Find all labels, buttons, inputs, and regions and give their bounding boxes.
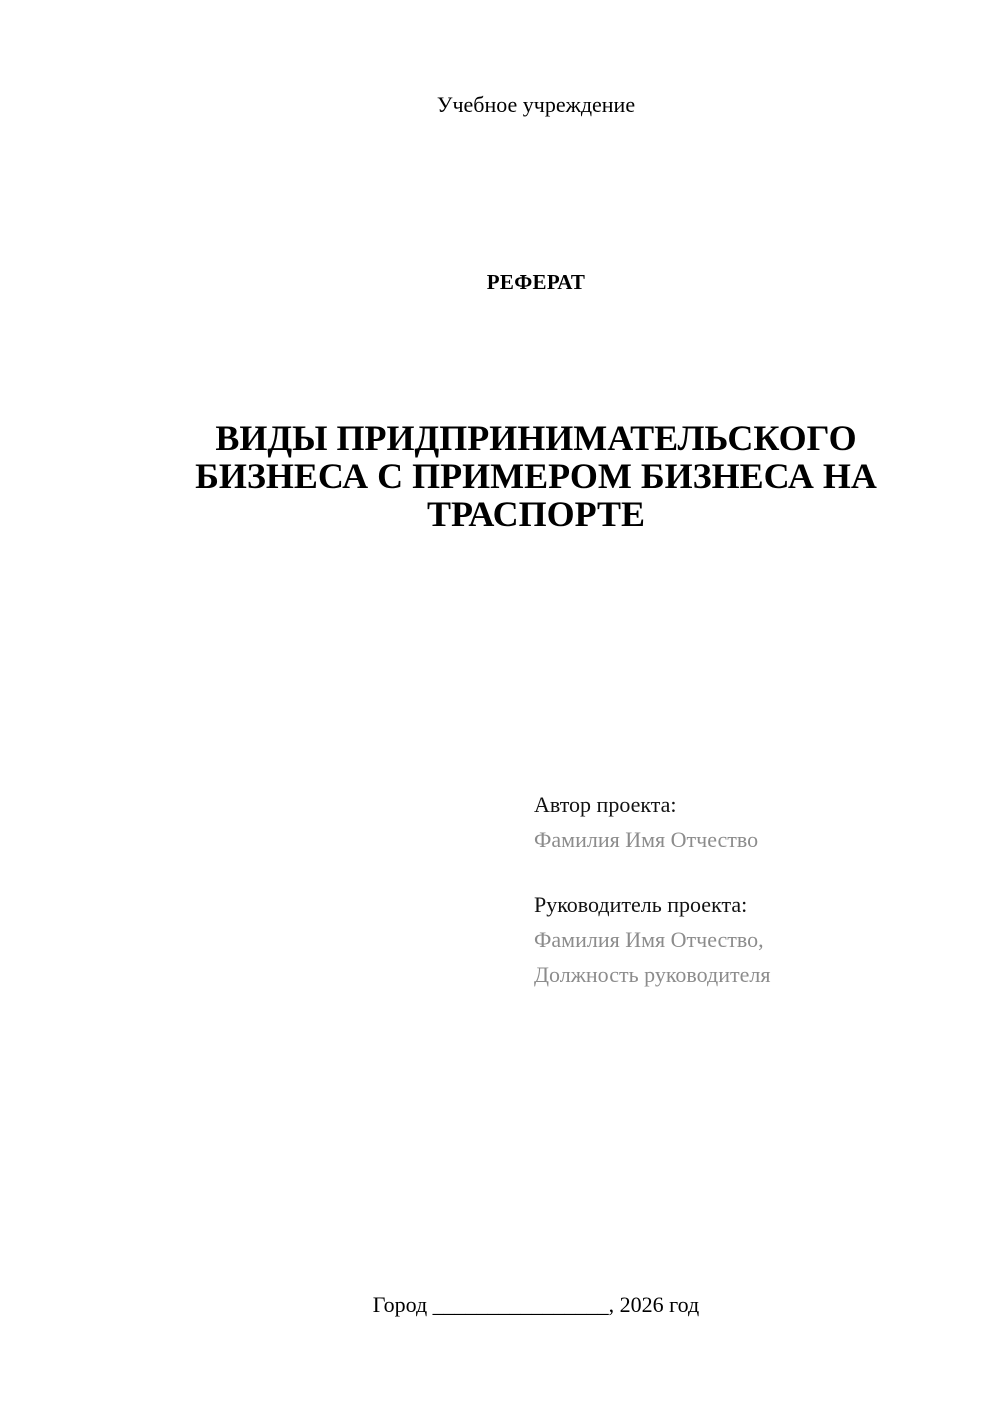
- document-type: РЕФЕРАТ: [486, 270, 586, 294]
- author-name: Фамилия Имя Отчество: [534, 827, 759, 852]
- supervisor-position: Должность руководителя: [534, 962, 771, 987]
- project-info: [534, 787, 974, 992]
- city-year-line: Город ________________, 2026 год: [372, 1292, 700, 1317]
- spacer: [534, 857, 974, 887]
- title-line: БИЗНЕСА С ПРИМЕРОМ БИЗНЕСА НА: [195, 456, 877, 496]
- supervisor-name: Фамилия Имя Отчество,: [534, 927, 764, 952]
- title-line: ТРАСПОРТЕ: [426, 494, 646, 534]
- institution-name: Учебное учреждение: [436, 92, 636, 117]
- document-title: [130, 419, 942, 533]
- author-label: Автор проекта:: [534, 792, 677, 817]
- title-line: ВИДЫ ПРИДПРИНИМАТЕЛЬСКОГО: [215, 418, 857, 458]
- supervisor-label: Руководитель проекта:: [534, 892, 748, 917]
